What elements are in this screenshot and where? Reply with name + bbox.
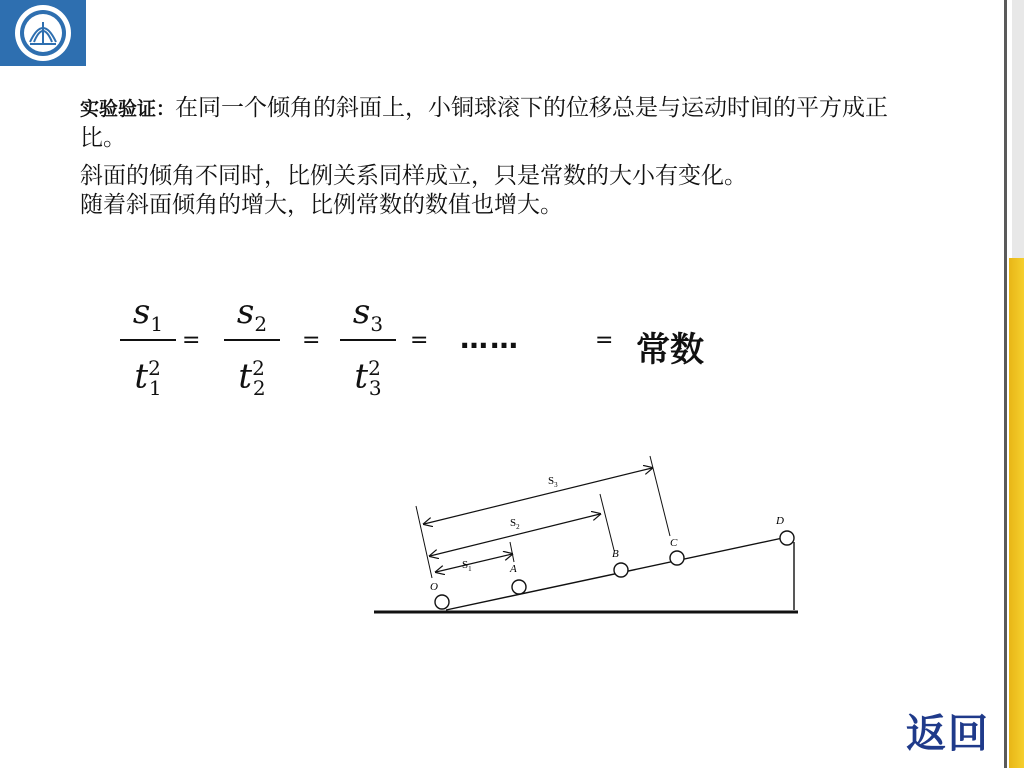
fraction-bar-3 bbox=[340, 339, 396, 341]
paragraph-1 bbox=[80, 94, 920, 153]
ball-b bbox=[614, 563, 628, 577]
tick-c bbox=[650, 456, 670, 536]
label-a: A bbox=[510, 563, 517, 575]
ball-a bbox=[512, 580, 526, 594]
label-s1: $S_1$ bbox=[462, 559, 472, 573]
return-button[interactable]: 返回 bbox=[906, 710, 990, 757]
explanation-text bbox=[80, 94, 920, 220]
line-2: 斜面的倾角不同时，比例关系同样成立，只是常数的大小有变化。 bbox=[80, 163, 747, 189]
constant-label: 常数 bbox=[636, 330, 704, 370]
school-emblem-icon bbox=[0, 0, 86, 66]
line-3: 随着斜面倾角的增大，比例常数的数值也增大。 bbox=[80, 192, 563, 218]
fraction-1 bbox=[118, 288, 178, 401]
arrow-s3 bbox=[424, 468, 652, 524]
numerator-2: $s_2$ bbox=[236, 292, 268, 336]
label-s2: $S_2$ bbox=[510, 517, 520, 531]
label-c: C bbox=[670, 537, 678, 549]
equals-1: = bbox=[182, 328, 201, 353]
ratio-formula bbox=[110, 288, 750, 408]
numerator-1: $s_1$ bbox=[132, 292, 164, 336]
label-s3: $S_3$ bbox=[548, 475, 558, 489]
label-b: B bbox=[612, 548, 619, 560]
arrow-s1 bbox=[436, 554, 512, 572]
tick-o bbox=[416, 506, 432, 578]
school-logo bbox=[0, 0, 86, 66]
label-o: O bbox=[430, 581, 438, 593]
right-yellow-stripe bbox=[1009, 258, 1024, 768]
label-d: D bbox=[776, 515, 784, 527]
tick-a bbox=[510, 542, 514, 562]
denominator-2: $t^2_2$ bbox=[238, 356, 266, 401]
right-decor-bar bbox=[1004, 0, 1024, 768]
ball-c bbox=[670, 551, 684, 565]
label-experiment: 实验验证： bbox=[80, 98, 176, 120]
paragraph-2 bbox=[80, 162, 920, 220]
equals-2: = bbox=[302, 328, 321, 353]
fraction-3 bbox=[338, 288, 398, 401]
ball-d bbox=[780, 531, 794, 545]
fraction-bar-1 bbox=[120, 339, 176, 341]
line-1: 在同一个倾角的斜面上，小铜球滚下的位移总是与运动时间的平方成正比。 bbox=[80, 95, 889, 151]
fraction-2 bbox=[222, 288, 282, 401]
equals-4: = bbox=[595, 328, 614, 353]
numerator-3: $s_3$ bbox=[352, 292, 384, 336]
ball-o bbox=[435, 595, 449, 609]
tick-b bbox=[600, 494, 614, 550]
ellipsis: …… bbox=[460, 322, 520, 355]
fraction-bar-2 bbox=[224, 339, 280, 341]
denominator-1: $t^2_1$ bbox=[134, 356, 162, 401]
equals-3: = bbox=[410, 328, 429, 353]
denominator-3: $t^2_3$ bbox=[354, 356, 382, 401]
incline-diagram bbox=[360, 450, 810, 630]
